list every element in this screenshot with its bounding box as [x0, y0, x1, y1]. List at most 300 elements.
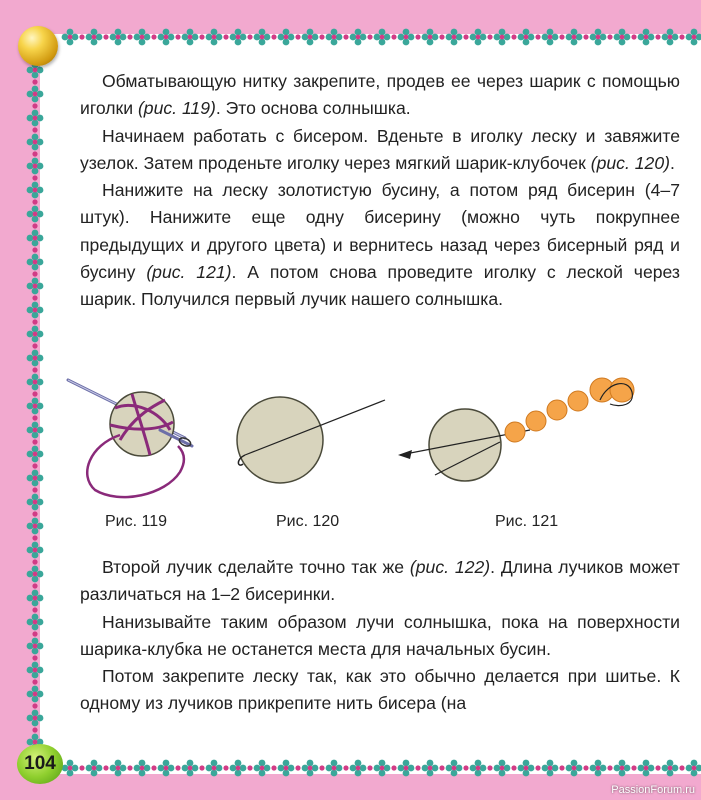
bead [158, 34, 165, 41]
bead [79, 765, 84, 770]
bead [620, 35, 625, 40]
bead [480, 765, 487, 772]
bead [33, 212, 38, 217]
bead [223, 765, 228, 770]
bead [260, 766, 265, 771]
bead [542, 765, 549, 772]
bead [27, 259, 34, 266]
bead [32, 192, 39, 199]
bead [32, 206, 39, 213]
bead [33, 428, 38, 433]
bead [571, 39, 578, 46]
bead [188, 35, 193, 40]
bead [571, 760, 578, 767]
bead [384, 34, 391, 41]
bead [175, 765, 180, 770]
bead [548, 35, 553, 40]
bead [511, 34, 516, 39]
bead [37, 139, 44, 146]
bead [547, 770, 554, 777]
bead [27, 619, 34, 626]
bead [192, 34, 199, 41]
bead [576, 34, 583, 41]
bead-border-bottom [40, 757, 701, 779]
bead [62, 34, 69, 41]
bead [307, 770, 314, 777]
bead [68, 35, 73, 40]
bead [32, 655, 37, 660]
bead [32, 302, 39, 309]
figure-caption-121: Рис. 121 [495, 513, 559, 530]
bead [595, 760, 602, 767]
bead [259, 760, 266, 767]
bead [27, 163, 34, 170]
bead [32, 439, 37, 444]
bead [91, 39, 98, 46]
bead [391, 34, 396, 39]
bead [158, 765, 165, 772]
bead [691, 39, 698, 46]
bead [32, 463, 37, 468]
paragraph: Нанизывайте таким образом лучи солнышка, пока на поверхности шарика-клубка не останется места для начальных бусин. [80, 611, 680, 659]
bead [37, 115, 44, 122]
bead [32, 384, 39, 391]
bead [33, 308, 38, 313]
bead [271, 34, 276, 39]
bead [37, 571, 44, 578]
bead [37, 523, 44, 530]
bead [696, 765, 701, 772]
bead [33, 140, 38, 145]
bead [32, 240, 39, 247]
bead [216, 34, 223, 41]
bead [32, 590, 39, 597]
bead [415, 765, 420, 770]
bead [32, 144, 39, 151]
bead [33, 668, 38, 673]
bead [27, 187, 34, 194]
bead [264, 34, 271, 41]
bead [662, 34, 669, 41]
bead [32, 607, 37, 612]
bead [144, 34, 151, 41]
bead [571, 29, 578, 36]
bead [319, 765, 324, 770]
bead [692, 766, 697, 771]
bead [27, 427, 34, 434]
bead [92, 766, 97, 771]
bead [595, 29, 602, 36]
bead [37, 67, 44, 74]
bead [336, 34, 343, 41]
bead [32, 624, 39, 631]
bead [619, 770, 626, 777]
bead [33, 188, 38, 193]
bead [32, 470, 39, 477]
bead [360, 765, 367, 772]
bead [32, 120, 39, 127]
bead [284, 35, 289, 40]
bead [308, 35, 313, 40]
bead [524, 766, 529, 771]
bead [691, 29, 698, 36]
bead [139, 760, 146, 767]
bead [182, 34, 189, 41]
bead [422, 34, 429, 41]
bead [103, 765, 108, 770]
bead [655, 34, 660, 39]
bead [614, 34, 621, 41]
bead [235, 29, 242, 36]
bead [620, 766, 625, 771]
bead [264, 765, 271, 772]
bead [67, 39, 74, 46]
bead [288, 34, 295, 41]
bead [33, 500, 38, 505]
bead [271, 765, 276, 770]
bead [379, 760, 386, 767]
bead [566, 34, 573, 41]
bead [27, 307, 34, 314]
bead [91, 770, 98, 777]
bead [559, 765, 564, 770]
bead [326, 34, 333, 41]
bead [37, 331, 44, 338]
bead [500, 766, 505, 771]
bead [212, 766, 217, 771]
bead [332, 35, 337, 40]
bead [552, 765, 559, 772]
bead [408, 765, 415, 772]
bead [33, 92, 38, 97]
bead [32, 367, 37, 372]
bead [27, 523, 34, 530]
bead [27, 91, 34, 98]
bead [302, 765, 309, 772]
bead [187, 770, 194, 777]
bead [32, 727, 37, 732]
bead [528, 765, 535, 772]
bead [643, 760, 650, 767]
bead [499, 770, 506, 777]
bead [33, 620, 38, 625]
bead [187, 760, 194, 767]
bead [518, 34, 525, 41]
bead [110, 765, 117, 772]
bead [32, 319, 37, 324]
bead [32, 672, 39, 679]
bead [32, 86, 39, 93]
bead [27, 451, 34, 458]
bead [33, 452, 38, 457]
bead [32, 295, 37, 300]
bead [32, 326, 39, 333]
bead [380, 766, 385, 771]
bead [283, 770, 290, 777]
bead [476, 766, 481, 771]
bead [679, 765, 684, 770]
bead [590, 765, 597, 772]
bead [32, 600, 39, 607]
bead [32, 511, 37, 516]
bead [32, 264, 39, 271]
bead [140, 35, 145, 40]
bead [32, 576, 39, 583]
bead [67, 760, 74, 767]
bead [32, 110, 39, 117]
bead [32, 374, 39, 381]
bead [192, 765, 199, 772]
bead [32, 254, 39, 261]
bead [439, 765, 444, 770]
bead [475, 770, 482, 777]
bead [307, 760, 314, 767]
bead [504, 34, 511, 41]
bead [403, 29, 410, 36]
bead [307, 39, 314, 46]
bead [480, 34, 487, 41]
bead [144, 765, 151, 772]
bead [27, 139, 34, 146]
bead [37, 619, 44, 626]
bead [427, 760, 434, 767]
bead [27, 67, 34, 74]
bead [199, 765, 204, 770]
bead [32, 278, 39, 285]
bead [236, 766, 241, 771]
bead [33, 572, 38, 577]
bead [168, 34, 175, 41]
bead [211, 39, 218, 46]
bead [548, 766, 553, 771]
bead [475, 29, 482, 36]
bead [590, 34, 597, 41]
bead [356, 766, 361, 771]
paragraph: Потом закрепите леску так, как это обычно делается при шитье. К одному из лучиков прикрепите нить бисера (на [80, 666, 680, 714]
bead [37, 667, 44, 674]
bead [470, 765, 477, 772]
bead [86, 765, 93, 772]
bead [576, 765, 583, 772]
bead [32, 480, 39, 487]
bead [463, 34, 468, 39]
text-top [80, 68, 680, 314]
bead [691, 760, 698, 767]
bead [188, 766, 193, 771]
bead [37, 403, 44, 410]
bead [79, 34, 84, 39]
bead [696, 34, 701, 41]
bead [600, 765, 607, 772]
bead [37, 163, 44, 170]
bead [475, 39, 482, 46]
bead [638, 765, 645, 772]
bead [596, 35, 601, 40]
bead [535, 34, 540, 39]
bead [254, 765, 261, 772]
bead [32, 456, 39, 463]
bead [427, 770, 434, 777]
bead [427, 29, 434, 36]
bead [32, 79, 37, 84]
bead [32, 223, 37, 228]
bead [559, 34, 564, 39]
bead-border-top [40, 26, 701, 48]
bead [552, 34, 559, 41]
bead [307, 29, 314, 36]
bead [428, 766, 433, 771]
bead-border-left [24, 30, 46, 775]
bead [404, 35, 409, 40]
bead [631, 34, 636, 39]
bead [164, 766, 169, 771]
bead [115, 760, 122, 767]
bead [686, 34, 693, 41]
bead [37, 379, 44, 386]
bead [32, 415, 37, 420]
bead [374, 765, 381, 772]
bead [211, 760, 218, 767]
bead [523, 29, 530, 36]
bead [230, 765, 237, 772]
bead [32, 638, 39, 645]
bead [37, 451, 44, 458]
bead [163, 760, 170, 767]
bead [494, 34, 501, 41]
bead [175, 34, 180, 39]
bead [428, 35, 433, 40]
bead [451, 29, 458, 36]
bead [33, 164, 38, 169]
bead [691, 770, 698, 777]
bead [451, 39, 458, 46]
bead [33, 284, 38, 289]
paragraph: Нанижите на леску золотистую бусину, а потом ряд бисерин (4–7 штук). Нанижите еще одну бисерину (можно чуть покрупнее предыдущих и другого цвета) и вернитесь назад через бисерный ряд и бусину (рис. 121). А потом снова проведите иголку с леской через шарик. Получился первый лучик нашего солнышка. [80, 180, 680, 310]
bead [32, 703, 37, 708]
bead [528, 34, 535, 41]
bead [110, 34, 117, 41]
bead [278, 765, 285, 772]
bead [283, 29, 290, 36]
bead [247, 34, 252, 39]
bead [32, 518, 39, 525]
bead [487, 765, 492, 770]
bead [476, 35, 481, 40]
bead [32, 542, 39, 549]
bead [456, 765, 463, 772]
bead [523, 760, 530, 767]
bead [32, 391, 37, 396]
bead [72, 34, 79, 41]
bead [127, 765, 132, 770]
bead [32, 103, 37, 108]
bead [403, 39, 410, 46]
bead [643, 770, 650, 777]
bead [33, 68, 38, 73]
figure-caption-119: Рис. 119 [105, 513, 168, 530]
bead [432, 765, 439, 772]
bead [32, 398, 39, 405]
bead [547, 29, 554, 36]
bead [216, 765, 223, 772]
bead [644, 35, 649, 40]
bead [404, 766, 409, 771]
bead [27, 571, 34, 578]
bead [572, 35, 577, 40]
bead [379, 39, 386, 46]
bead [379, 770, 386, 777]
bead [350, 765, 357, 772]
page-number: 104 [17, 744, 63, 784]
bead [206, 34, 213, 41]
bead [211, 29, 218, 36]
bead [283, 760, 290, 767]
bead [235, 39, 242, 46]
bead [668, 35, 673, 40]
bead [668, 766, 673, 771]
bead [151, 34, 156, 39]
bead [32, 720, 39, 727]
bead [667, 760, 674, 767]
bead [331, 29, 338, 36]
bead [151, 765, 156, 770]
bead [451, 760, 458, 767]
bead [32, 535, 37, 540]
bead [37, 499, 44, 506]
bead [542, 34, 549, 41]
bead [624, 34, 631, 41]
bead [139, 29, 146, 36]
bead [32, 230, 39, 237]
bead [33, 236, 38, 241]
bead [32, 216, 39, 223]
bead [67, 29, 74, 36]
bead [331, 770, 338, 777]
bead [32, 360, 39, 367]
bead [37, 283, 44, 290]
bead [27, 547, 34, 554]
bead [470, 34, 477, 41]
bead [37, 691, 44, 698]
bead [607, 765, 612, 770]
bead [32, 158, 39, 165]
bead [163, 770, 170, 777]
bead [27, 403, 34, 410]
bead [331, 760, 338, 767]
bead [163, 39, 170, 46]
bead [572, 766, 577, 771]
bead [254, 34, 261, 41]
bead [648, 34, 655, 41]
bead [27, 211, 34, 218]
bead [32, 247, 37, 252]
bead [312, 765, 319, 772]
bead [182, 765, 189, 772]
bead [343, 765, 348, 770]
bead [403, 770, 410, 777]
bead [32, 134, 39, 141]
bead [692, 35, 697, 40]
bead [67, 770, 74, 777]
bead [456, 34, 463, 41]
bead [672, 765, 679, 772]
bead [643, 29, 650, 36]
bead [37, 355, 44, 362]
bead [116, 766, 121, 771]
bead [32, 199, 37, 204]
bead [355, 760, 362, 767]
bead [32, 271, 37, 276]
